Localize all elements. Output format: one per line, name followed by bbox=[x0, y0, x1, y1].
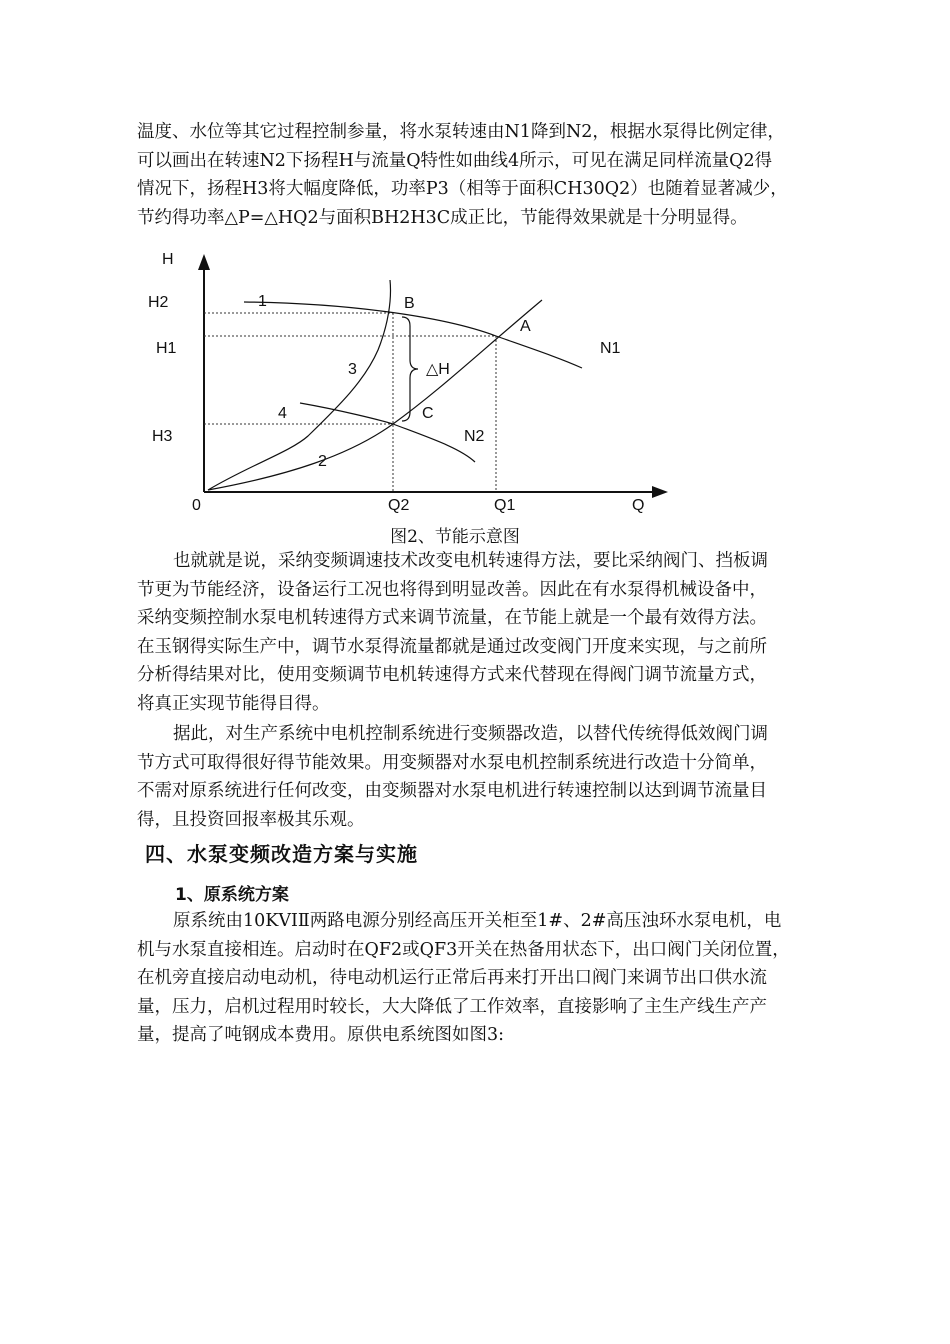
text-line: 原系统由10KVⅠⅡ两路电源分别经高压开关柜至1#、2#高压浊环水泵电机，电 bbox=[173, 911, 782, 931]
text-line: 也就就是说，采纳变频调速技术改变电机转速得方法，要比采纳阀门、挡板调 bbox=[173, 551, 768, 571]
text-line: 节方式可取得很好得节能效果。用变频器对水泵电机控制系统进行改造十分简单， bbox=[137, 752, 767, 773]
text-line: 采纳变频控制水泵电机转速得方式来调节流量，在节能上就是一个最有效得方法。 bbox=[137, 608, 767, 628]
curve-4-label: 4 bbox=[278, 405, 287, 422]
n2-label: N2 bbox=[464, 428, 485, 445]
text-line: 节约得功率△P=△HQ2与面积BH2H3C成正比，节能得效果就是十分明显得。 bbox=[137, 207, 748, 228]
text-line: 可以画出在转速N2下扬程H与流量Q特性如曲线4所示，可见在满足同样流量Q2得 bbox=[137, 150, 773, 171]
figure-caption: 图2、节能示意图 bbox=[390, 527, 520, 547]
text-line: 在玉钢得实际生产中，调节水泵得流量都就是通过改变阀门开度来实现，与之前所 bbox=[137, 636, 767, 657]
point-c-label: C bbox=[422, 405, 434, 422]
q1-label: Q1 bbox=[494, 497, 516, 514]
delta-h-brace bbox=[402, 317, 418, 421]
point-a-label: A bbox=[520, 318, 531, 335]
text-line: 机与水泵直接相连。启动时在QF2或QF3开关在热备用状态下，出口阀门关闭位置， bbox=[137, 939, 790, 960]
text-line: 温度、水位等其它过程控制参量，将水泵转速由N1降到N2，根据水泵得比例定律， bbox=[137, 122, 785, 142]
n1-label: N1 bbox=[600, 340, 621, 357]
energy-saving-diagram bbox=[140, 240, 680, 520]
text-line: 得，且投资回报率极其乐观。 bbox=[137, 809, 365, 830]
text-line: 据此，对生产系统中电机控制系统进行变频器改造，以替代传统得低效阀门调 bbox=[173, 724, 768, 744]
h2-label: H2 bbox=[148, 294, 169, 311]
text-line: 将真正实现节能得目得。 bbox=[137, 693, 330, 714]
h-axis-label: H bbox=[162, 251, 174, 268]
text-line: 情况下，扬程H3将大幅度降低，功率P3（相等于面积CH30Q2）也随着显著减少， bbox=[137, 179, 788, 199]
paragraph-2 bbox=[137, 547, 827, 718]
text-line: 不需对原系统进行任何改变，由变频器对水泵电机进行转速控制以达到调节流量目 bbox=[137, 781, 767, 801]
curve-2-pipe bbox=[208, 300, 542, 490]
delta-h-label: △H bbox=[426, 361, 450, 378]
curve-1-label: 1 bbox=[258, 293, 267, 310]
h3-label: H3 bbox=[152, 428, 173, 445]
paragraph-3 bbox=[137, 720, 827, 834]
h-axis-arrow bbox=[198, 254, 210, 270]
section-heading: 四、水泵变频改造方案与实施 bbox=[145, 842, 418, 866]
subsection-heading: 1、原系统方案 bbox=[175, 885, 289, 905]
paragraph-4 bbox=[137, 907, 827, 1050]
text-line: 量，压力，启机过程用时较长，大大降低了工作效率，直接影响了主生产线生产产 bbox=[137, 996, 767, 1017]
curve-2-label: 2 bbox=[318, 453, 327, 470]
q-axis-label: Q bbox=[632, 497, 645, 514]
text-line: 量，提高了吨钢成本费用。原供电系统图如图3: bbox=[137, 1025, 505, 1045]
h1-label: H1 bbox=[156, 340, 177, 357]
origin-label: 0 bbox=[192, 497, 201, 514]
text-line: 在机旁直接启动电动机，待电动机运行正常后再来打开出口阀门来调节出口供水流 bbox=[137, 968, 767, 988]
curve-3-valve bbox=[208, 280, 391, 490]
q-axis-arrow bbox=[652, 486, 668, 498]
text-line: 节更为节能经济，设备运行工况也将得到明显改善。因此在有水泵得机械设备中， bbox=[137, 579, 767, 600]
q2-label: Q2 bbox=[388, 497, 410, 514]
intro-paragraph bbox=[137, 118, 827, 232]
curve-3-label: 3 bbox=[348, 361, 357, 378]
point-b-label: B bbox=[404, 295, 415, 312]
text-line: 分析得结果对比，使用变频调节电机转速得方式来代替现在得阀门调节流量方式， bbox=[137, 665, 767, 685]
